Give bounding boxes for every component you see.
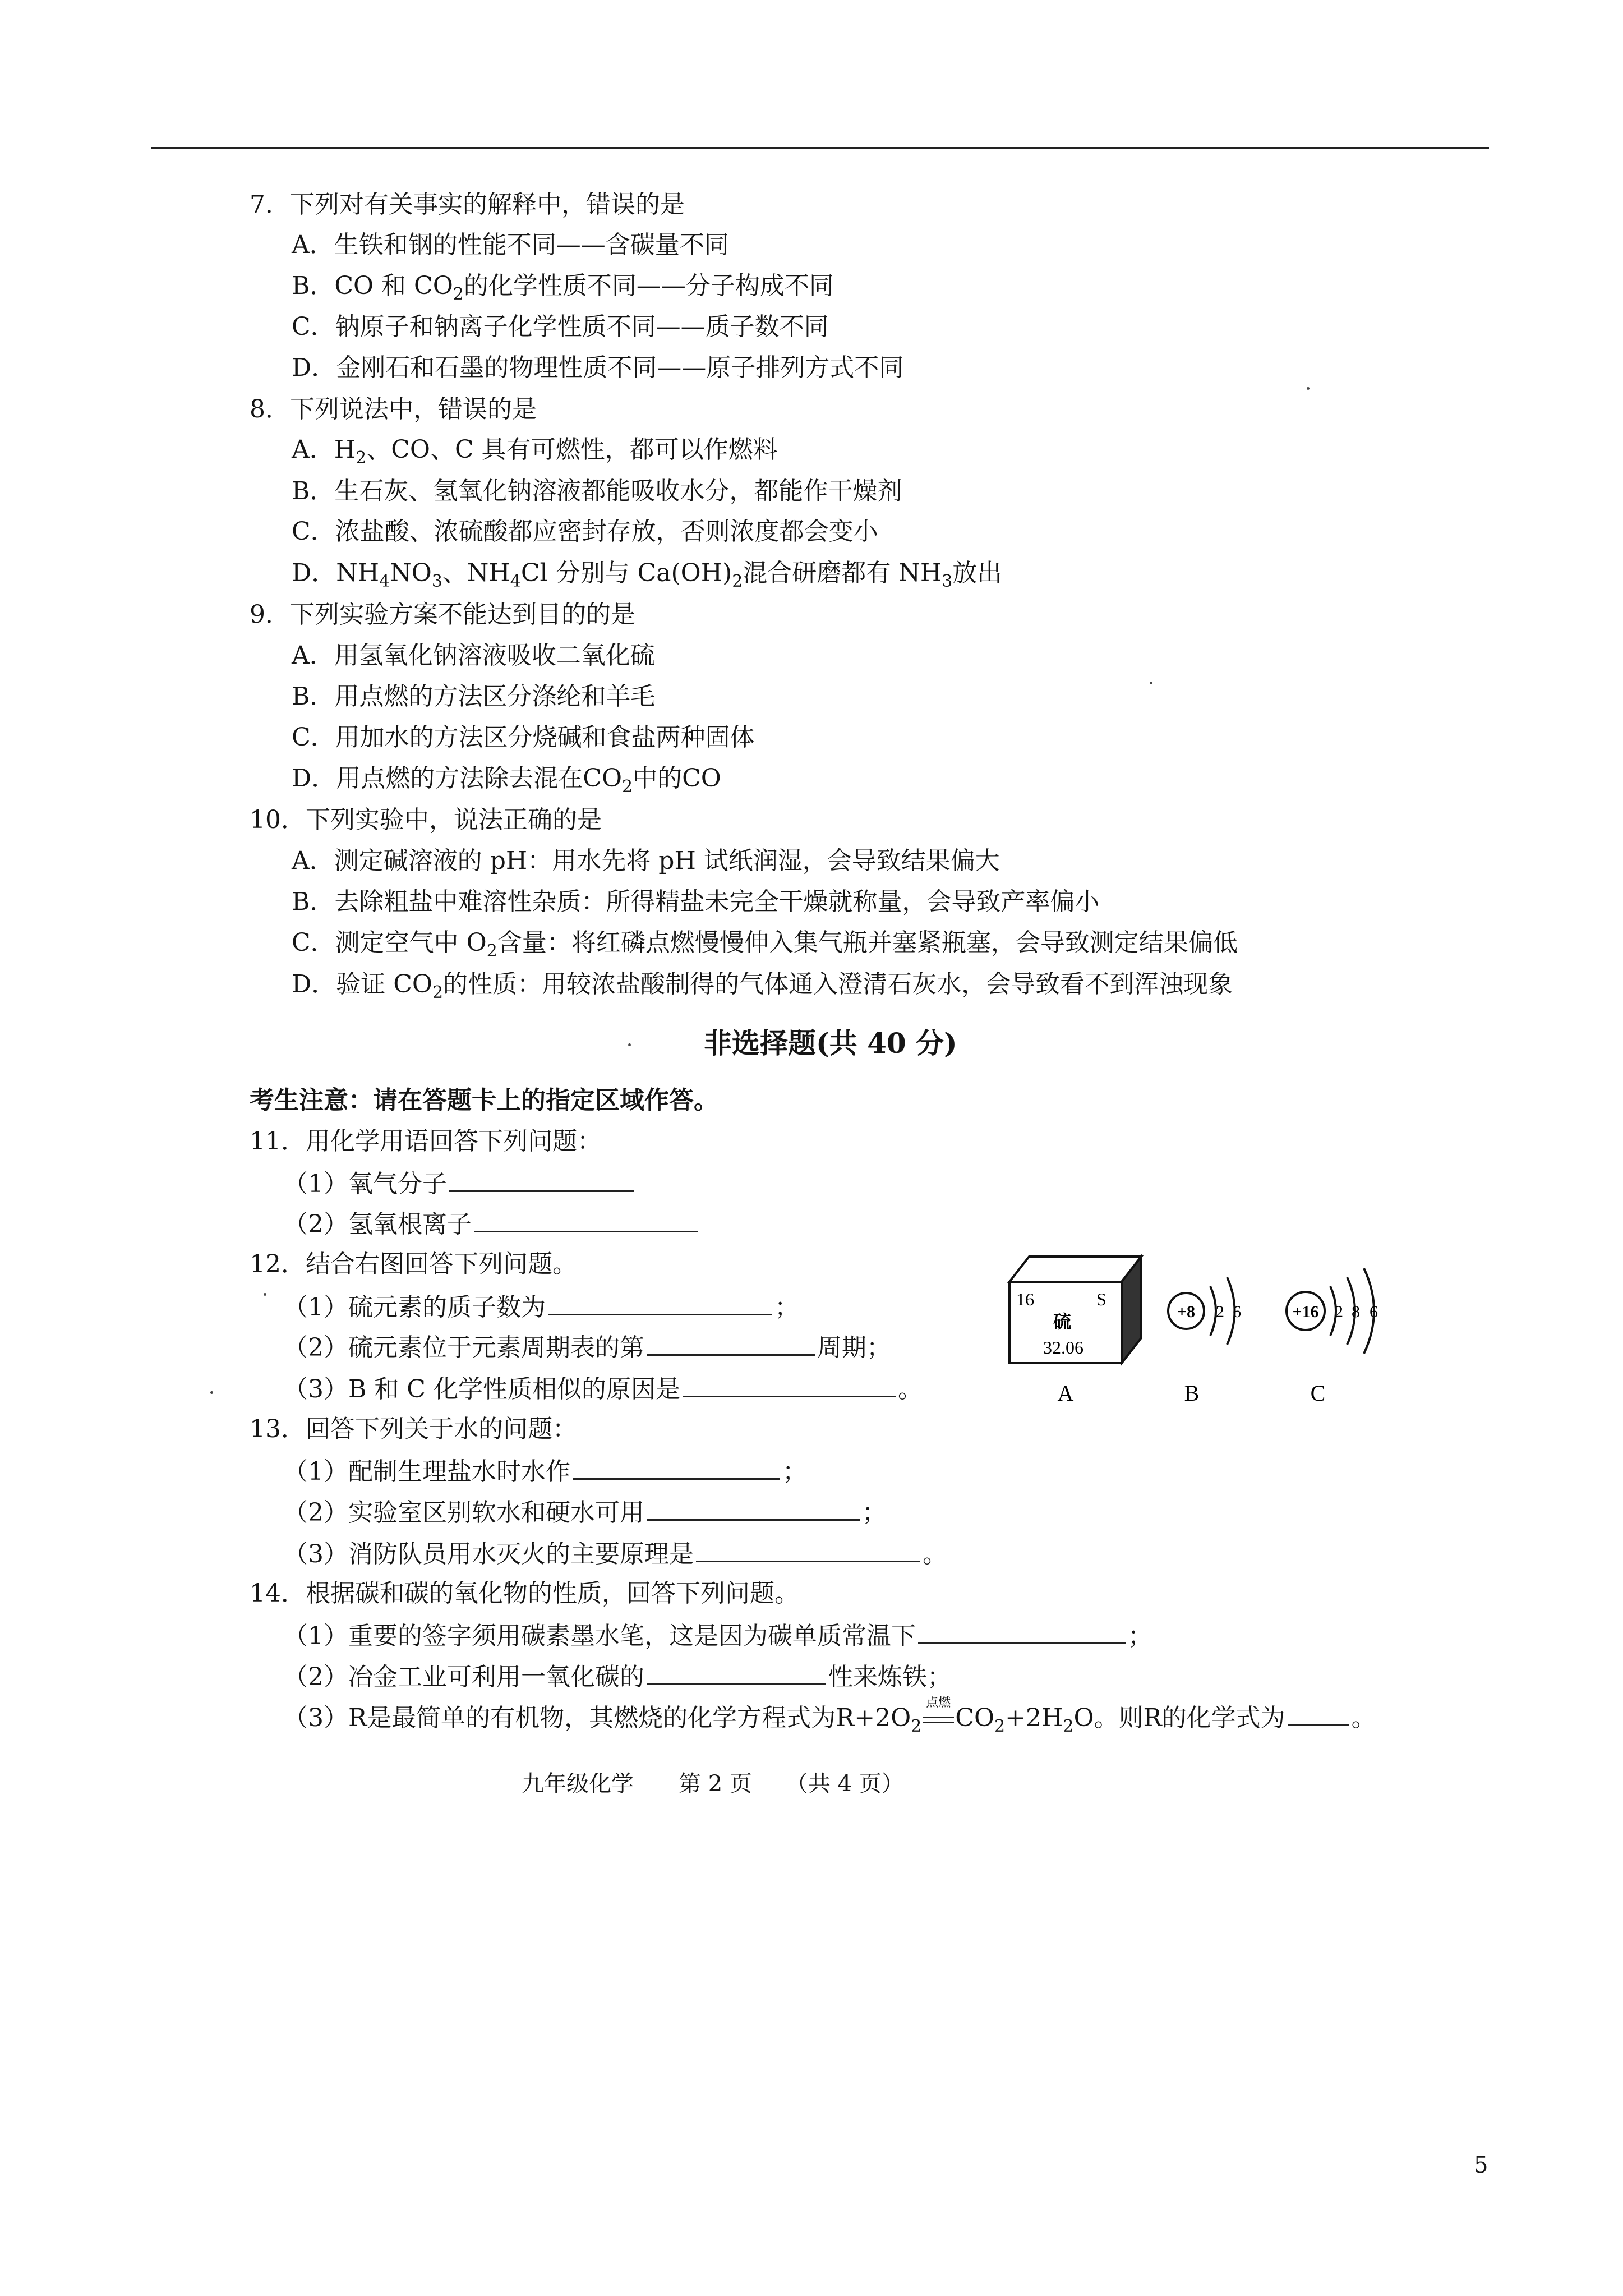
q11-sub2: （2）氢氧根离子 — [283, 1206, 700, 1241]
q9-option-d: D．用点燃的方法除去混在$CO_2$中的CO — [292, 764, 721, 797]
c-nucleus: +16 — [1292, 1303, 1319, 1321]
q10-option-a: A．测定碱溶液的 pH：用水先将 pH 试纸润湿，会导致结果偏大 — [292, 846, 1000, 875]
q10-option-c: C．测定空气中 $O_2$含量：将红磷点燃慢慢伸入集气瓶并塞紧瓶塞，会导致测定结果偏低 — [292, 928, 1238, 961]
q7-stem: 7．下列对有关事实的解释中，错误的是 — [250, 190, 685, 219]
answer-blank[interactable] — [647, 1659, 826, 1685]
q9-option-c: C．用加水的方法区分烧碱和食盐两种固体 — [292, 723, 755, 752]
c-shell-3: 6 — [1370, 1303, 1378, 1321]
q9-option-b: B．用点燃的方法区分涤纶和羊毛 — [292, 682, 656, 711]
answer-blank[interactable] — [449, 1166, 634, 1192]
label-a: A — [1057, 1381, 1074, 1406]
element-symbol: S — [1096, 1289, 1106, 1309]
q13-sub2: （2）实验室区别软水和硬水可用 ； — [283, 1494, 887, 1530]
page-number: 5 — [1474, 2152, 1488, 2178]
b-shell-1: 2 — [1216, 1303, 1224, 1321]
b-nucleus: +8 — [1177, 1303, 1196, 1321]
atom-structure-b — [1168, 1277, 1241, 1345]
q8-option-b: B．生石灰、氢氧化钠溶液都能吸收水分，都能作干燥剂 — [292, 477, 902, 505]
q7-option-a: A．生铁和钢的性能不同——含碳量不同 — [292, 231, 729, 259]
q7-option-b: B．CO 和 $CO_2$的化学性质不同——分子构成不同 — [292, 272, 834, 304]
q12-stem: 12．结合右图回答下列问题。 — [250, 1250, 577, 1278]
q14-sub3: （3）R是最简单的有机物，其燃烧的化学方程式为$R+2O_2$ 点燃 $CO_2+2H_2O$。则R的化学式为 。 — [283, 1696, 1376, 1736]
q10-option-b: B．去除粗盐中难溶性杂质：所得精盐未完全干燥就称量，会导致产率偏小 — [292, 887, 1100, 916]
c-shell-2: 8 — [1352, 1303, 1360, 1321]
q14-sub1: （1）重要的签字须用碳素墨水笔，这是因为碳单质常温下 ； — [283, 1618, 1152, 1653]
scan-speck — [210, 1391, 213, 1394]
answer-blank[interactable] — [474, 1206, 698, 1232]
q8-option-a: A．$H_2$、CO、C 具有可燃性，都可以作燃料 — [292, 435, 778, 468]
answer-blank[interactable] — [548, 1289, 772, 1315]
section-notice: 考生注意：请在答题卡上的指定区域作答。 — [250, 1086, 718, 1115]
answer-blank[interactable] — [918, 1618, 1126, 1644]
q14-stem: 14．根据碳和碳的氧化物的性质，回答下列问题。 — [250, 1579, 799, 1608]
page-footer: 九年级化学 第 2 页 （共 4 页） — [522, 1771, 904, 1797]
scan-speck — [1150, 682, 1152, 684]
q12-sub3: （3）B 和 C 化学性质相似的原因是 。 — [283, 1371, 923, 1406]
q14-sub2: （2）冶金工业可利用一氧化碳的 性来炼铁； — [283, 1659, 952, 1694]
q7-option-d: D．金刚石和石墨的物理性质不同——原子排列方式不同 — [292, 353, 904, 382]
q12-sub2: （2）硫元素位于元素周期表的第 周期； — [283, 1329, 891, 1365]
sulfur-figure — [1004, 1243, 1408, 1411]
element-cell-a — [1009, 1257, 1141, 1363]
answer-blank[interactable] — [683, 1371, 896, 1397]
label-b: B — [1184, 1381, 1200, 1406]
answer-blank[interactable] — [573, 1453, 780, 1480]
c-shell-1: 2 — [1335, 1303, 1343, 1321]
q11-sub1: （1）氧气分子 — [283, 1166, 637, 1201]
answer-blank[interactable] — [696, 1536, 920, 1562]
answer-blank[interactable] — [647, 1329, 815, 1356]
q9-stem: 9．下列实验方案不能达到目的的是 — [250, 600, 635, 629]
q8-option-d: D．$NH_4NO_3$、$NH_4Cl$ 分别与 $Ca(OH)_2$混合研磨都有 $NH_3$放出 — [292, 559, 1002, 591]
atom-structure-c — [1287, 1268, 1378, 1354]
label-c: C — [1310, 1381, 1326, 1406]
q8-stem: 8．下列说法中，错误的是 — [250, 395, 537, 424]
q7-option-c: C．钠原子和钠离子化学性质不同——质子数不同 — [292, 312, 829, 341]
element-number: 16 — [1016, 1289, 1034, 1309]
q10-stem: 10．下列实验中，说法正确的是 — [250, 806, 602, 834]
element-name: 硫 — [1053, 1312, 1072, 1332]
answer-blank[interactable] — [647, 1494, 860, 1521]
q10-option-d: D．验证 $CO_2$的性质：用较浓盐酸制得的气体通入澄清石灰水，会导致看不到浑浊现象 — [292, 970, 1233, 1002]
reaction-condition-arrow: 点燃 — [921, 1701, 955, 1735]
q9-option-a: A．用氢氧化钠溶液吸收二氧化硫 — [292, 641, 655, 670]
q13-sub1: （1）配制生理盐水时水作 ； — [283, 1453, 807, 1489]
q11-stem: 11．用化学用语回答下列问题： — [250, 1127, 602, 1156]
b-shell-2: 6 — [1233, 1303, 1241, 1321]
q8-option-c: C．浓盐酸、浓硫酸都应密封存放，否则浓度都会变小 — [292, 517, 878, 546]
element-mass: 32.06 — [1043, 1337, 1083, 1358]
q12-sub1: （1）硫元素的质子数为 ； — [283, 1289, 799, 1324]
answer-blank[interactable] — [1288, 1700, 1349, 1726]
section-title: 非选择题(共 40 分) — [704, 1027, 957, 1060]
q13-sub3: （3）消防队员用水灭火的主要原理是 。 — [283, 1536, 947, 1571]
scan-speck — [628, 1043, 631, 1046]
scan-speck — [264, 1293, 266, 1296]
scan-speck — [1307, 387, 1310, 390]
header-rule — [151, 147, 1489, 149]
q13-stem: 13．回答下列关于水的问题： — [250, 1415, 577, 1443]
